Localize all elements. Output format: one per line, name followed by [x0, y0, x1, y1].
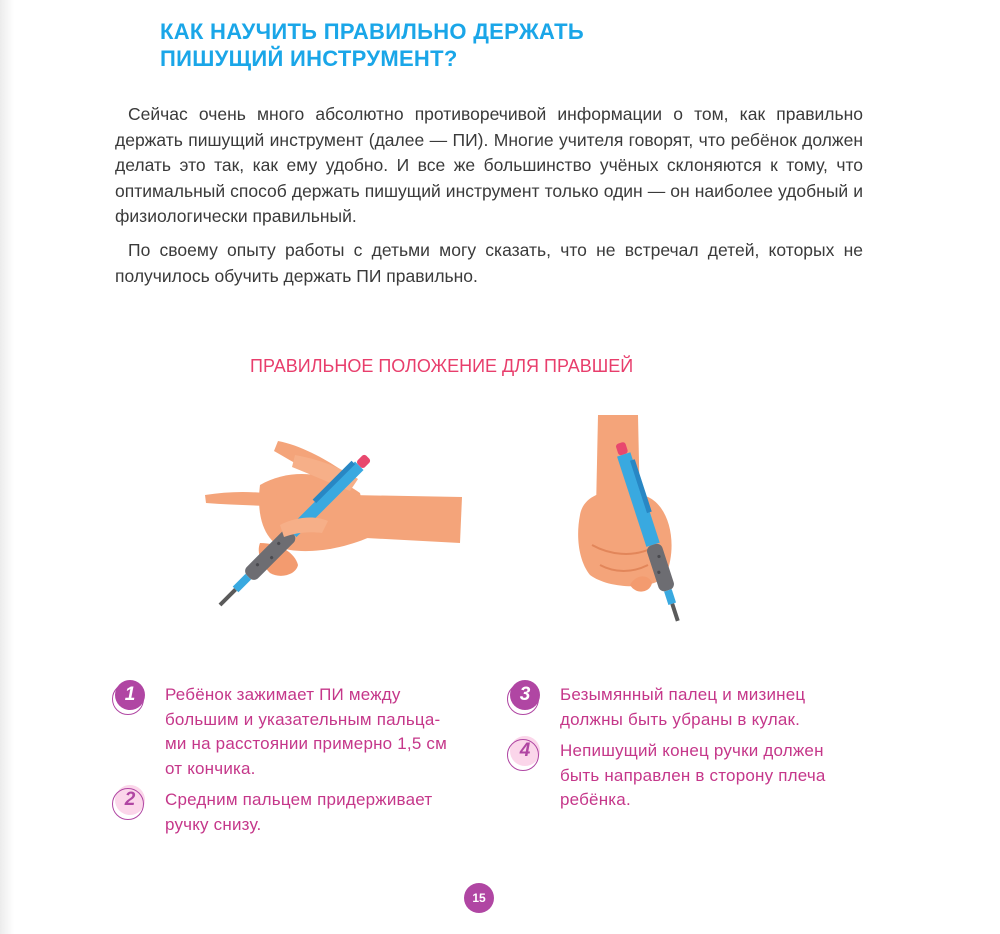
step-3-line-1: Безымянный палец и мизинец	[560, 685, 806, 704]
paragraph: По своему опыту работы с детьми могу сказать, что не встречал детей, которых не получилось обучить держать ПИ правильно.	[115, 239, 863, 286]
step-2-text	[165, 788, 432, 837]
step-4	[510, 739, 826, 813]
step-badge-4: 4	[510, 736, 540, 766]
step-2-line-1: Средним пальцем придерживает	[165, 790, 433, 809]
step-badge-3: 3	[510, 680, 540, 710]
hand-holding-pen-front-view-icon	[570, 415, 685, 625]
page-title	[160, 18, 720, 72]
step-4-line-3: ребёнка.	[560, 790, 631, 809]
paragraph: Сейчас очень много абсолютно противоречивой информации о том, как правильно держать пишущий инструмент (далее — ПИ). Многие учителя говорят, что ребёнок должен делать это так, как ему удобно. И все же большинство учёных склоняются к тому, что оптимальный способ держать пишущий инструмент только один — он наиболее удобный и физиологически правильный.	[115, 104, 863, 227]
step-2-line-2: ручку снизу.	[165, 814, 262, 834]
step-3-line-2: должны быть убраны в кулак.	[560, 709, 801, 729]
step-2	[115, 788, 432, 837]
step-3	[510, 683, 805, 732]
step-4-line-1: Непишущий конец ручки должен	[560, 741, 824, 760]
step-4-text	[560, 739, 826, 813]
step-1-line-3: ми на расстоянии примерно 1,5 см	[165, 734, 448, 753]
page-edge	[0, 0, 14, 934]
body-text	[115, 102, 863, 297]
step-1-text	[165, 683, 447, 781]
section-heading: ПРАВИЛЬНОЕ ПОЛОЖЕНИЕ ДЛЯ ПРАВШЕЙ	[250, 356, 634, 376]
title-line-2: ПИШУЩИЙ ИНСТРУМЕНТ?	[160, 46, 458, 71]
step-1-line-1: Ребёнок зажимает ПИ между	[165, 685, 401, 704]
hand-holding-pen-side-view-icon	[200, 425, 470, 615]
step-badge-1: 1	[115, 680, 145, 710]
step-1	[115, 683, 447, 781]
step-4-line-2: быть направлен в сторону плеча	[560, 765, 826, 785]
page-number: 15	[464, 883, 494, 913]
title-line-1: КАК НАУЧИТЬ ПРАВИЛЬНО ДЕРЖАТЬ	[160, 19, 584, 44]
step-3-text	[560, 683, 805, 732]
step-1-line-4: от кончика.	[165, 758, 256, 778]
step-badge-2: 2	[115, 785, 145, 815]
step-1-line-2: большим и указательным пальца-	[165, 709, 441, 729]
